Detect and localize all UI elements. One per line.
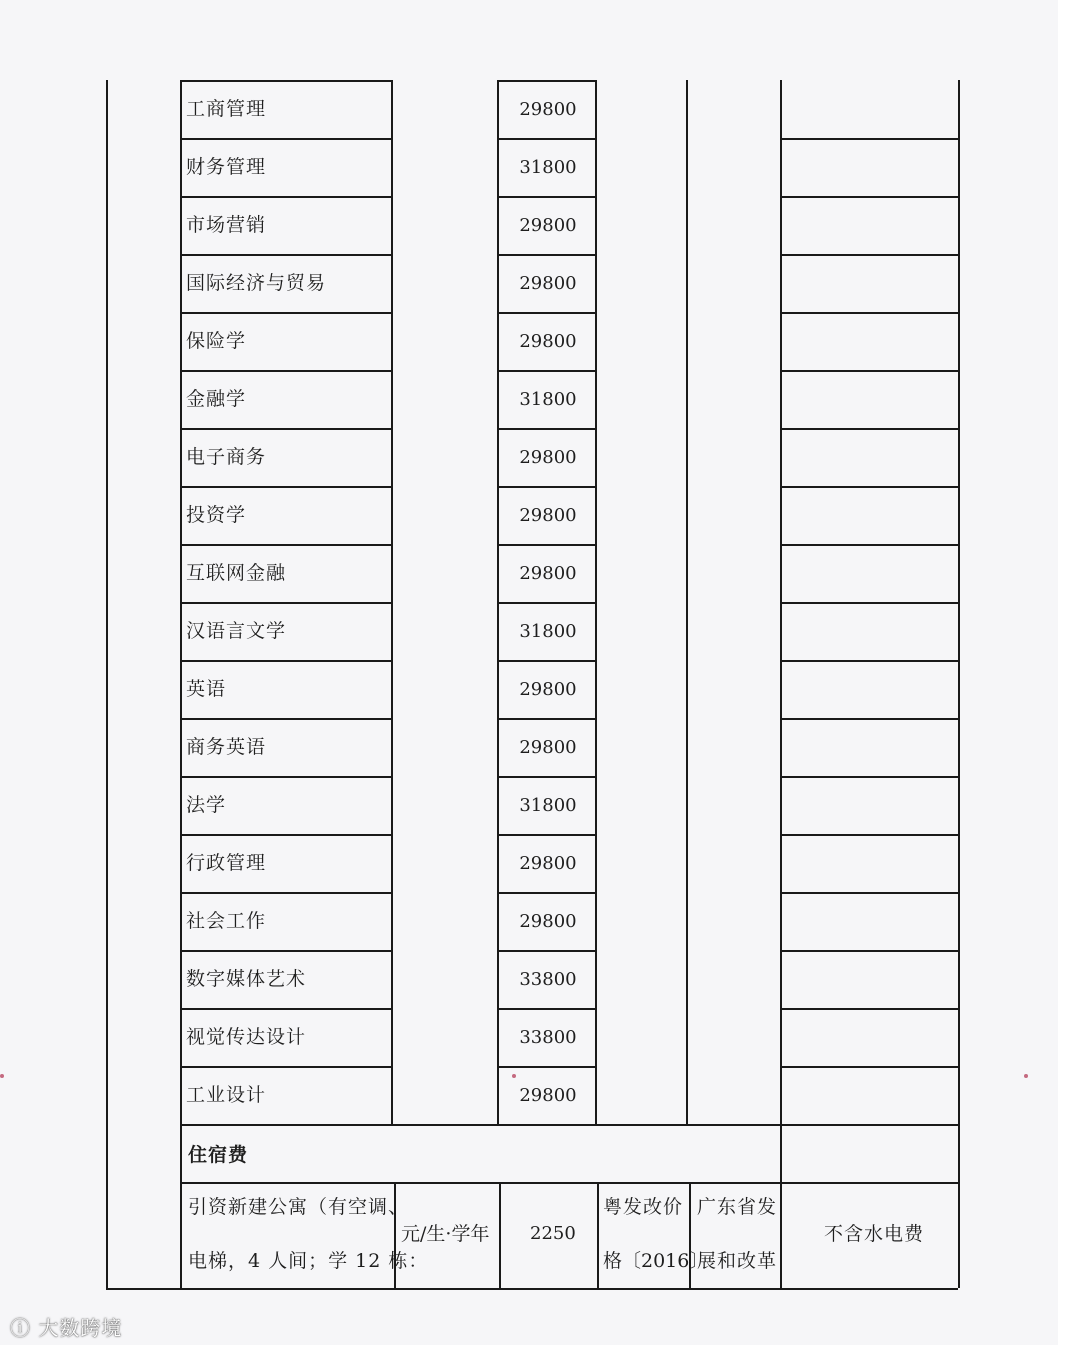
row-line bbox=[180, 138, 392, 140]
row-line bbox=[497, 660, 597, 662]
major-fee: 33800 bbox=[519, 1027, 577, 1048]
major-name: 数字媒体艺术 bbox=[186, 968, 307, 990]
table-border-left bbox=[106, 80, 108, 1288]
watermark-text: 大数跨境 bbox=[38, 1316, 123, 1340]
column-line bbox=[686, 80, 688, 1124]
row-line bbox=[780, 196, 960, 198]
major-fee: 33800 bbox=[519, 969, 577, 990]
row-line bbox=[780, 254, 960, 256]
row-line bbox=[780, 1008, 960, 1010]
row-line bbox=[497, 312, 597, 314]
major-fee: 29800 bbox=[519, 1085, 577, 1106]
row-line bbox=[180, 950, 392, 952]
row-line bbox=[180, 80, 392, 82]
column-line bbox=[499, 1182, 501, 1288]
lodging-unit: 元/生·学年 bbox=[401, 1223, 490, 1245]
major-name: 社会工作 bbox=[186, 910, 267, 932]
major-fee: 31800 bbox=[519, 795, 577, 816]
row-line bbox=[497, 80, 597, 82]
row-line bbox=[780, 1066, 960, 1068]
row-line bbox=[780, 486, 960, 488]
row-line bbox=[780, 776, 960, 778]
column-line bbox=[780, 80, 782, 1288]
row-line bbox=[497, 1066, 597, 1068]
major-fee: 29800 bbox=[519, 215, 577, 236]
row-line bbox=[180, 718, 392, 720]
major-name: 财务管理 bbox=[186, 156, 267, 178]
watermark-logo bbox=[10, 1312, 122, 1341]
row-line bbox=[780, 834, 960, 836]
major-name: 工商管理 bbox=[186, 98, 267, 120]
major-name: 汉语言文学 bbox=[186, 620, 287, 642]
row-line bbox=[497, 1008, 597, 1010]
row-line bbox=[497, 718, 597, 720]
major-name: 商务英语 bbox=[186, 736, 267, 758]
row-line bbox=[780, 370, 960, 372]
row-line bbox=[497, 138, 597, 140]
row-line bbox=[180, 486, 392, 488]
row-line bbox=[780, 428, 960, 430]
row-line bbox=[180, 892, 392, 894]
major-fee: 31800 bbox=[519, 157, 577, 178]
row-line bbox=[180, 1008, 392, 1010]
row-line bbox=[780, 718, 960, 720]
major-fee: 29800 bbox=[519, 737, 577, 758]
major-fee: 29800 bbox=[519, 331, 577, 352]
row-line bbox=[180, 312, 392, 314]
row-line bbox=[180, 1124, 960, 1126]
major-name: 工业设计 bbox=[186, 1084, 267, 1106]
row-line bbox=[497, 486, 597, 488]
row-line bbox=[180, 196, 392, 198]
major-fee: 31800 bbox=[519, 389, 577, 410]
scan-speck bbox=[1024, 1074, 1028, 1078]
scan-speck bbox=[0, 1074, 4, 1078]
row-line bbox=[780, 138, 960, 140]
row-line bbox=[180, 834, 392, 836]
major-fee: 29800 bbox=[519, 505, 577, 526]
scan-speck bbox=[512, 1074, 516, 1078]
lodging-item-line2: 电梯，4 人间；学 12 栋： bbox=[188, 1250, 429, 1272]
major-fee: 29800 bbox=[519, 679, 577, 700]
major-fee: 29800 bbox=[519, 447, 577, 468]
column-line bbox=[597, 1182, 599, 1288]
row-line bbox=[780, 544, 960, 546]
table-border-bottom bbox=[106, 1288, 958, 1290]
row-line bbox=[780, 602, 960, 604]
lodging-authority-line1: 广东省发 bbox=[697, 1196, 778, 1218]
row-line bbox=[780, 950, 960, 952]
major-name: 金融学 bbox=[186, 388, 247, 410]
major-fee: 29800 bbox=[519, 99, 577, 120]
row-line bbox=[780, 312, 960, 314]
major-name: 英语 bbox=[186, 678, 227, 700]
row-line bbox=[780, 892, 960, 894]
row-line bbox=[180, 660, 392, 662]
major-name: 保险学 bbox=[186, 330, 247, 352]
row-line bbox=[497, 544, 597, 546]
major-fee: 31800 bbox=[519, 621, 577, 642]
row-line bbox=[780, 660, 960, 662]
row-line bbox=[180, 602, 392, 604]
major-name: 法学 bbox=[186, 794, 227, 816]
major-fee: 29800 bbox=[519, 273, 577, 294]
lodging-note: 不含水电费 bbox=[824, 1223, 925, 1245]
row-line bbox=[497, 776, 597, 778]
lodging-authority-line2: 展和改革 bbox=[697, 1250, 778, 1272]
table-border-right bbox=[958, 80, 960, 1288]
lodging-doc-line1: 粤发改价 bbox=[603, 1196, 684, 1218]
section-title-lodging: 住宿费 bbox=[188, 1144, 249, 1166]
major-fee: 29800 bbox=[519, 563, 577, 584]
major-name: 国际经济与贸易 bbox=[186, 272, 327, 294]
row-line bbox=[180, 776, 392, 778]
major-fee: 29800 bbox=[519, 911, 577, 932]
row-line bbox=[497, 428, 597, 430]
row-line bbox=[497, 370, 597, 372]
lodging-item-line1: 引资新建公寓（有空调、 bbox=[188, 1196, 409, 1218]
major-name: 电子商务 bbox=[186, 446, 267, 468]
row-line bbox=[180, 370, 392, 372]
row-line bbox=[497, 602, 597, 604]
major-name: 互联网金融 bbox=[186, 562, 287, 584]
major-fee: 29800 bbox=[519, 853, 577, 874]
major-name: 市场营销 bbox=[186, 214, 267, 236]
row-line bbox=[497, 254, 597, 256]
major-name: 视觉传达设计 bbox=[186, 1026, 307, 1048]
lodging-doc-line2: 格〔2016〕 bbox=[603, 1250, 709, 1272]
major-name: 行政管理 bbox=[186, 852, 267, 874]
watermark-icon: ⓘ bbox=[10, 1316, 31, 1340]
row-line bbox=[497, 834, 597, 836]
major-name: 投资学 bbox=[186, 504, 247, 526]
column-line bbox=[689, 1182, 691, 1288]
page-edge bbox=[1058, 0, 1080, 1345]
row-line bbox=[497, 196, 597, 198]
row-line bbox=[180, 544, 392, 546]
row-line bbox=[180, 254, 392, 256]
row-line bbox=[497, 892, 597, 894]
row-line bbox=[497, 950, 597, 952]
lodging-fee: 2250 bbox=[530, 1223, 576, 1244]
row-line bbox=[180, 428, 392, 430]
row-line bbox=[180, 1066, 392, 1068]
row-line bbox=[180, 1182, 960, 1184]
column-line bbox=[180, 80, 182, 1288]
